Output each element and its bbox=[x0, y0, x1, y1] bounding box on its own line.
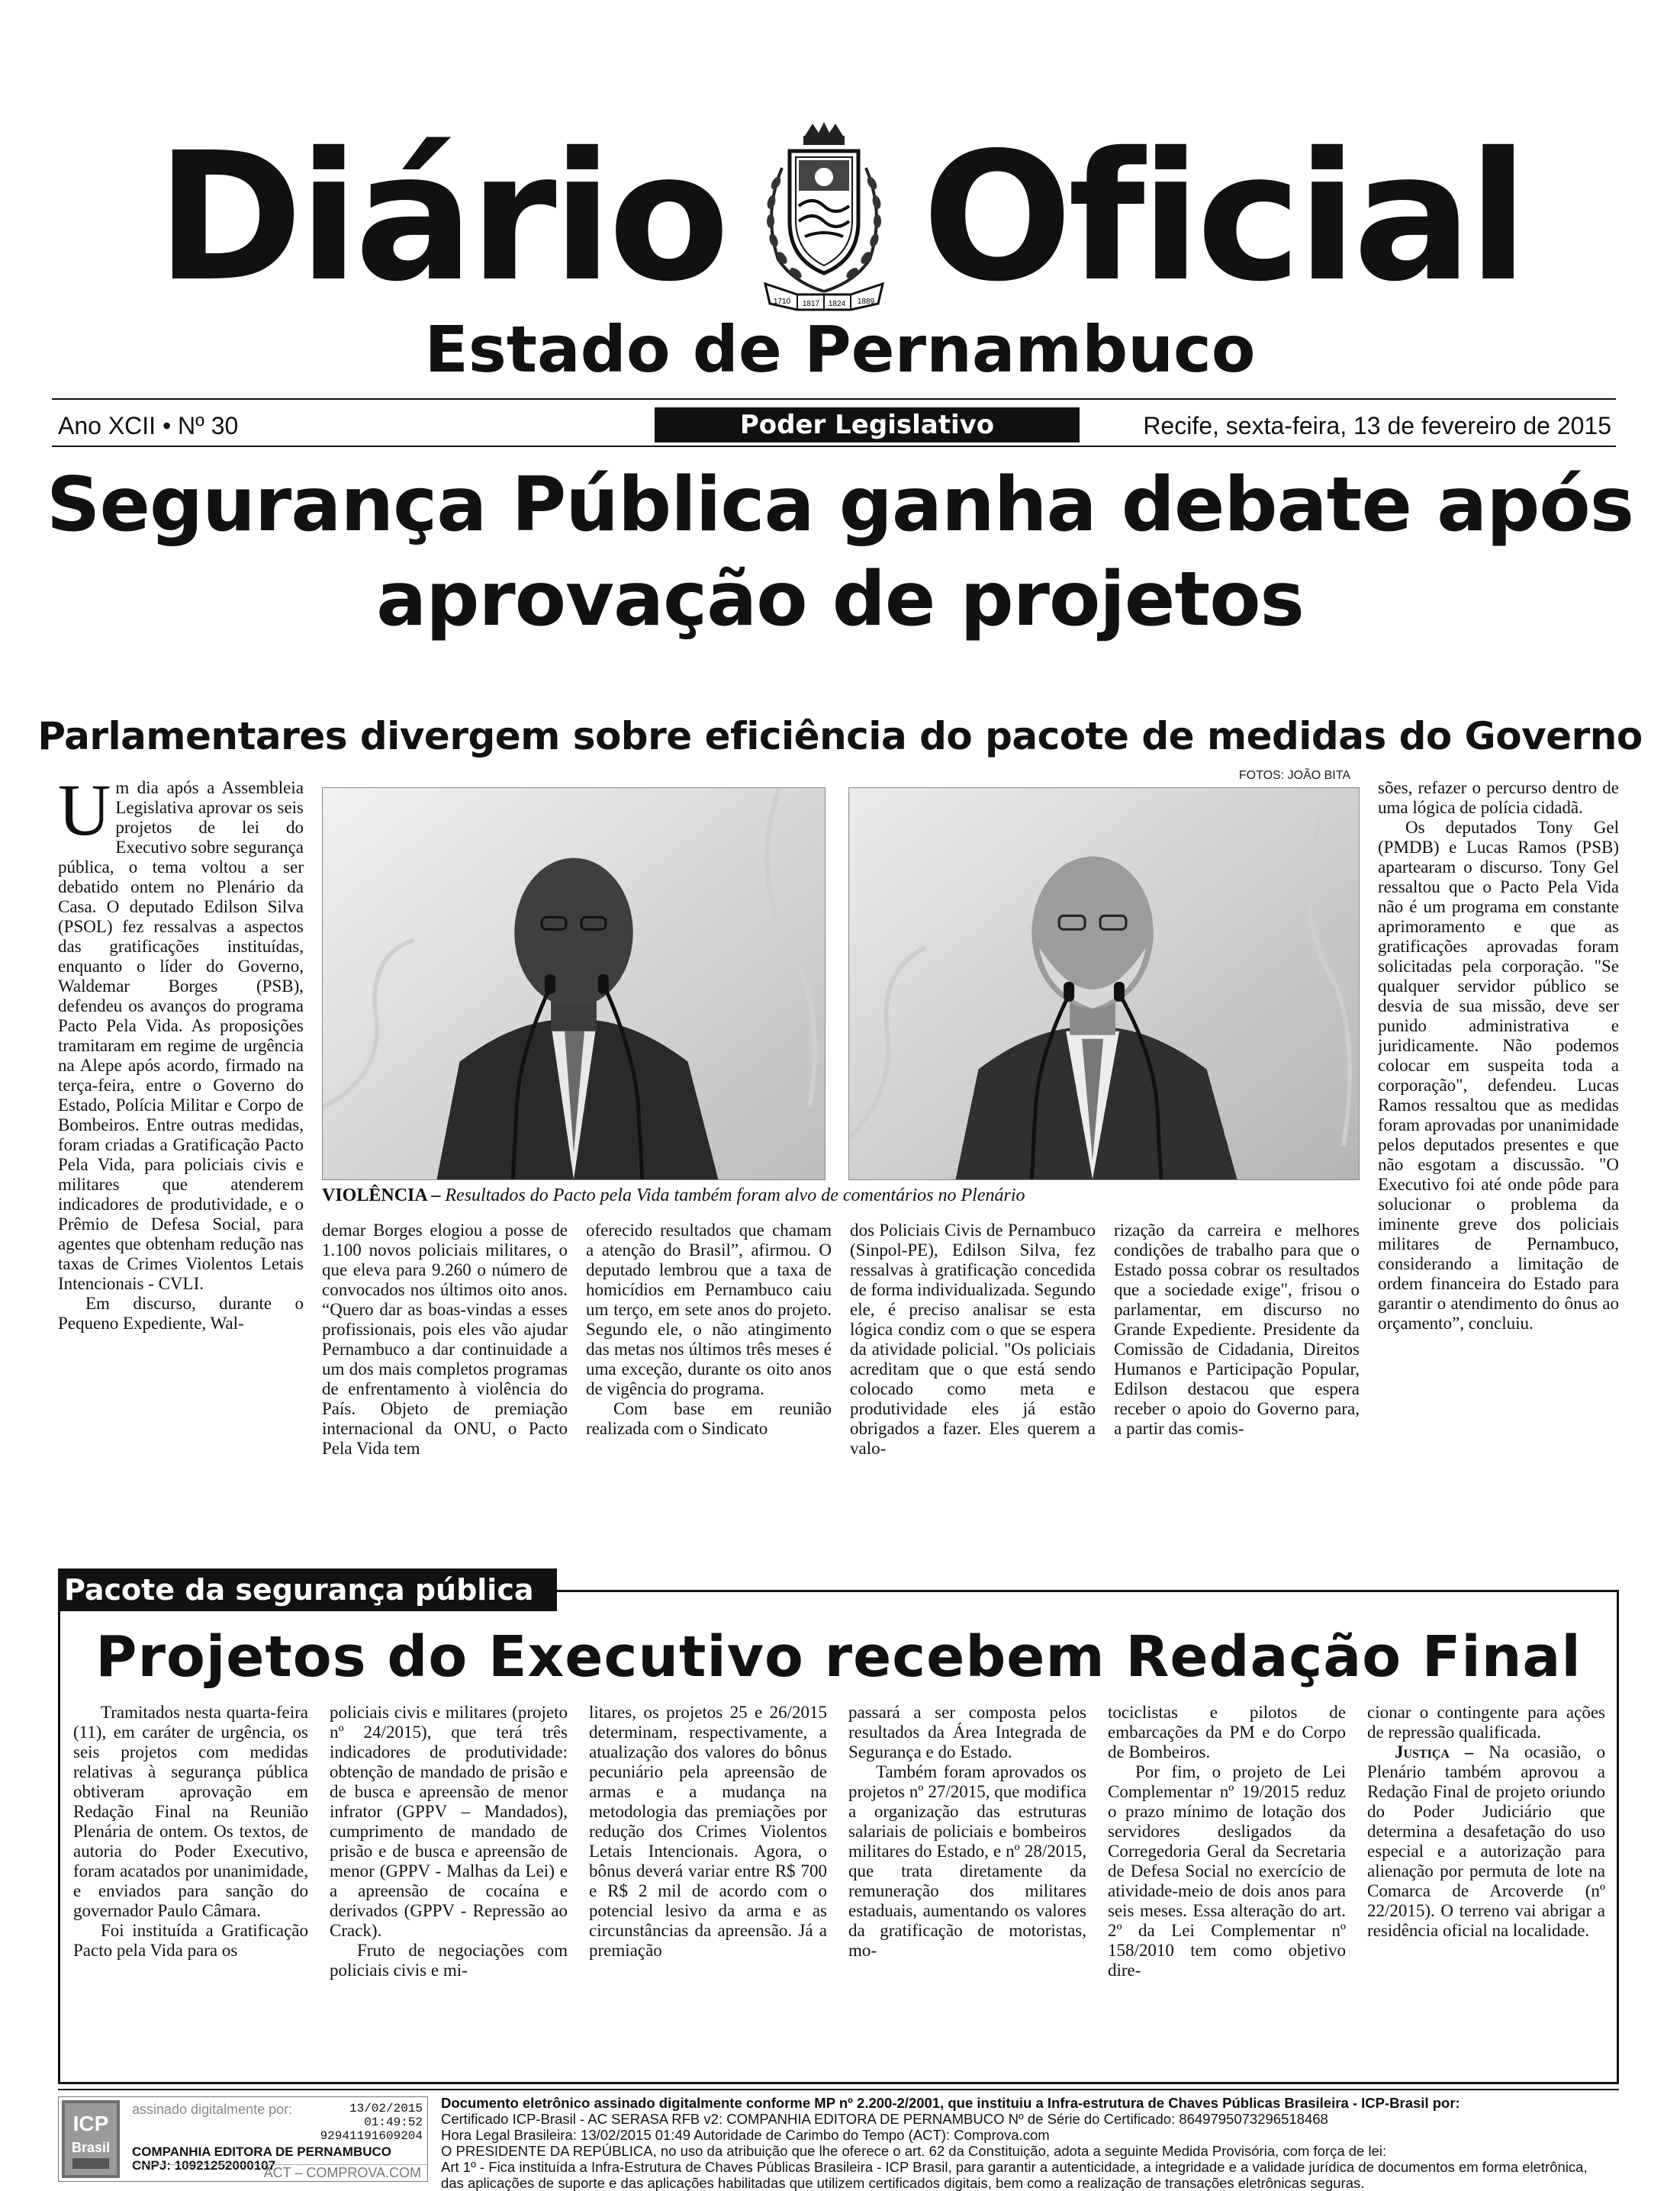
article2-column-5 bbox=[1108, 1703, 1346, 2077]
article1-column-4 bbox=[850, 1221, 1096, 1549]
coat-of-arms-icon bbox=[751, 122, 896, 313]
cert-date: 13/02/2015 bbox=[349, 2102, 423, 2115]
issue-date: Recife, sexta-feira, 13 de fevereiro de 2015 bbox=[1143, 412, 1611, 439]
article2-col5-paragraph-2: Por fim, o projeto de Lei Complementar nº 19/2015 reduz o prazo mínimo de lotação dos servidores desligados da Corregedoria Geral da Secretaria de Defesa Social no exercício de atividade-meio de dois anos para seis meses. Essa alteração do art. 2º da Lei Complementar nº 158/2010 tem como objetivo dire- bbox=[1108, 1762, 1346, 1980]
photo-edilson-silva bbox=[322, 787, 826, 1180]
article1-column-3 bbox=[586, 1221, 832, 1549]
article2-col4-paragraph-1: passará a ser composta pelos resultados da Área Integrada de Segurança e do Estado. bbox=[848, 1703, 1086, 1761]
article2-col1-paragraph-1: Tramitados nesta quarta-feira (11), em caráter de urgência, os seis projetos com medidas relativas à segurança pública obtiveram aprovação em Redação Final na Reunião Plenária de ontem. Os textos, de autoria do Poder Executivo, foram acatados por unanimidade, e enviados para sanção do governador Paulo Câmara. bbox=[73, 1703, 308, 1920]
coat-year-4: 1889 bbox=[857, 298, 874, 306]
article1-col3-paragraph-2: Com base em reunião realizada com o Sindicato bbox=[586, 1399, 832, 1438]
article1-col5-paragraph: rização da carreira e melhores condições de trabalho para que o Estado possa cobrar os resultados que a sociedade exige", frisou o parlamentar, em discurso no Grande Expediente. Presidente da Comissão de Cidadania, Direitos Humanos e Participação Popular, Edilson destacou que espera receber o apoio do Governo para, a partir das comis- bbox=[1114, 1221, 1360, 1438]
footer-line-6: das aplicações de suporte e das aplicações habilitadas que utilizem certificados digitais, bem como a realização de transações eletrônicas seguras. bbox=[441, 2175, 1365, 2191]
article1-col3-paragraph-1: oferecido resultados que chamam a atenção do Brasil”, afirmou. O deputado lembrou que a taxa de homicídios em Pernambuco caiu um terço, em sete anos do projeto. Segundo ele, o não atingimento das metas nos últimos três meses é uma exceção, durante os oito anos de vigência do programa. bbox=[586, 1221, 832, 1398]
footer-line-4: O PRESIDENTE DA REPÚBLICA, no uso da atribuição que lhe oferece o art. 62 da Constituição, adota a seguinte Medida Provisória, com força de lei: bbox=[441, 2143, 1387, 2159]
article2-col5-paragraph-1: tociclistas e pilotos de embarcações da PM e do Corpo de Bombeiros. bbox=[1108, 1703, 1346, 1761]
article2-col6-label: Justiça – bbox=[1395, 1742, 1474, 1761]
cert-cnpj: CNPJ: 10921252000107 bbox=[132, 2158, 276, 2173]
article2-column-1 bbox=[73, 1703, 308, 2077]
footer-legal-text bbox=[441, 2095, 1619, 2191]
article2-col4-paragraph-2: Também foram aprovados os projetos nº 27/2015, que modifica a organização das estruturas salariais de policiais e bombeiros militares do Estado, e nº 28/2015, que trata diretamente da remuneração dos militares estaduais, aumentando os valores da gratificação de motoristas, mo- bbox=[848, 1762, 1086, 1960]
photo-deputy-right bbox=[848, 787, 1360, 1180]
article2-col6-paragraph-1: cionar o contingente para ações de repressão qualificada. bbox=[1367, 1703, 1605, 1742]
issue-info-bar bbox=[52, 407, 1616, 446]
article1-col1-paragraph-2: Em discurso, durante o Pequeno Expediente, Wal- bbox=[58, 1294, 304, 1333]
cert-act: ACT – COMPROVA.COM bbox=[132, 2164, 427, 2181]
article2-col3-paragraph: litares, os projetos 25 e 26/2015 determinam, respectivamente, a atualização dos valores do bônus pecuniário pela apreensão de armas e a mudança na metodologia das premiações por redução dos Crimes Violentos Letais Intencionais. Agora, o bônus deverá variar entre R$ 700 e R$ 2 mil de acordo com o potencial lesivo da arma e as circunstâncias da apreensão. Já a premiação bbox=[589, 1703, 827, 1960]
icp-logo-text-1: ICP bbox=[72, 2112, 109, 2135]
article2-column-4 bbox=[848, 1703, 1086, 2077]
digital-certificate-box bbox=[58, 2096, 428, 2182]
coat-year-2: 1817 bbox=[802, 300, 819, 308]
photo-speaker-right-icon bbox=[849, 788, 1359, 1179]
article2-col1-paragraph-2: Foi instituída a Gratificação Pacto pela Vida para os bbox=[73, 1921, 308, 1960]
article1-col1-paragraph-1: m dia após a Assembleia Legislativa aprovar os seis projetos de lei do Executivo sobre segurança pública, o tema voltou a ser debatido ontem no Plenário da Casa. O deputado Edilson Silva (PSOL) fez ressalvas a aspectos das gratificações instituídas, enquanto o líder do Governo, Waldemar Borges (PSB), defendeu os avanços do programa Pacto Pela Vida. As proposições tramitaram em regime de urgência na Alepe após acordo, firmado na terça-feira, entre o Governo do Estado, Polícia Militar e Corpo de Bombeiros. Entre outras medidas, foram criadas a Gratificação Pacto Pela Vida, para policiais civis e militares que atenderem indicadores de produtividade, e o Prêmio de Defesa Social, para agentes que obtenham redução nas taxas de Crimes Violentos Letais Intencionais - CVLI. bbox=[58, 778, 304, 1293]
article1-col6-paragraph-1: sões, refazer o percurso dentro de uma lógica de polícia cidadã. bbox=[1378, 778, 1619, 817]
issue-number: Ano XCII • Nº 30 bbox=[58, 412, 239, 439]
cert-signed-label: assinado digitalmente por: bbox=[132, 2102, 293, 2117]
article1-column-6 bbox=[1378, 778, 1619, 1549]
article2-column-3 bbox=[589, 1703, 827, 2077]
article2-section-tab: Pacote da segurança pública bbox=[58, 1568, 557, 1611]
cert-company: COMPANHIA EDITORA DE PERNAMBUCO bbox=[132, 2144, 392, 2159]
coat-year-3: 1824 bbox=[828, 300, 845, 308]
section-label: Poder Legislativo bbox=[655, 407, 1080, 442]
footer-line-2: Certificado ICP-Brasil - AC SERASA RFB v2: COMPANHIA EDITORA DE PERNAMBUCO Nº de Série do Certificado: 8649795073296518468 bbox=[441, 2111, 1328, 2127]
article2-column-2 bbox=[330, 1703, 568, 2077]
article1-col6-paragraph-2: Os deputados Tony Gel (PMDB) e Lucas Ramos (PSB) apartearam o discurso. Tony Gel ressaltou que o Pacto Pela Vida não é um programa em constante aprimoramento e que as gratificações aprovadas foram solicitadas pela corporação. "Se qualquer servidor público se desvia de sua missão, deve ser punido administrativa e juridicamente. Não podemos colocar em suspeita toda a corporação", defendeu. Lucas Ramos ressaltou que as medidas foram aprovadas por unanimidade pelos deputados presentes e que não esgotam a discussão. "O Executivo foi até onde pôde para solucionar o problema da iminente greve dos policiais militares de Pernambuco, considerando a limitação de ordem financeira do Estado para garantir o atendimento do ônus ao orçamento”, concluiu. bbox=[1378, 818, 1619, 1333]
article1-column-2 bbox=[322, 1221, 568, 1549]
article1-col2-paragraph: demar Borges elogiou a posse de 1.100 novos policiais militares, o que eleva para 9.260 o número de convocados nos últimos oito anos. “Quero dar as boas-vindas a esses profissionais, pois eles vão ajudar Pernambuco a dar continuidade a um dos mais completos programas de enfrentamento à violência do País. Objeto de premiação internacional da ONU, o Pacto Pela Vida tem bbox=[322, 1221, 568, 1458]
article2-col6-paragraph-2: Na ocasião, o Plenário também aprovou a Redação Final de projeto oriundo do Poder Judiciário que determina a desafetação do uso especial e a autorização para alienação por permuta de lote na Comarca de Arcoverde (nº 22/2015). O terreno vai abrigar a residência oficial na localidade. bbox=[1367, 1742, 1605, 1940]
footer-line-5: Art 1º - Fica instituída a Infra-Estrutura de Chaves Públicas Brasileira - ICP Brasil, para garantir a autenticidade, a integridade e a validade jurídica de documentos em forma eletrônica, bbox=[441, 2159, 1588, 2175]
article1-col4-paragraph: dos Policiais Civis de Pernambuco (Sinpol-PE), Edilson Silva, fez ressalvas à gratificação concedida de forma individualizada. Segundo ele, é preciso analisar se esta lógica condiz com o que se espera da atividade policial. "Os policiais acreditam que o que está sendo colocado como meta e produtividade eles já estão obrigados a fazer. Eles querem a valo- bbox=[850, 1221, 1096, 1458]
photo-speaker-left-icon bbox=[323, 788, 825, 1179]
masthead-title-right: Oficial bbox=[922, 114, 1524, 320]
footer-line-3: Hora Legal Brasileira: 13/02/2015 01:49 Autoridade de Carimbo do Tempo (ACT): Comprova.com bbox=[441, 2127, 1050, 2143]
article2-headline: Projetos do Executivo recebem Redação Final bbox=[95, 1624, 1582, 1690]
cert-serial: 92941191609204 bbox=[320, 2129, 423, 2143]
masthead-subtitle: Estado de Pernambuco bbox=[424, 312, 1256, 387]
photo-credit: FOTOS: JOÃO BITA bbox=[1238, 769, 1350, 782]
photo-caption bbox=[322, 1185, 1360, 1206]
icp-logo-text-2: Brasil bbox=[71, 2140, 111, 2155]
coat-year-1: 1710 bbox=[773, 298, 790, 306]
dropcap: U bbox=[58, 778, 111, 851]
caption-text: Resultados do Pacto pela Vida também foram alvo de comentários no Plenário bbox=[445, 1186, 1025, 1205]
article2-col2-paragraph-2: Fruto de negociações com policiais civis e mi- bbox=[330, 1941, 568, 1980]
article1-column-1 bbox=[58, 778, 304, 1549]
main-subheadline: Parlamentares divergem sobre eficiência do pacote de medidas do Governo bbox=[37, 714, 1643, 758]
main-headline: Segurança Pública ganha debate após aprovação de projetos bbox=[46, 462, 1634, 643]
article1-column-5 bbox=[1114, 1221, 1360, 1549]
article2-col2-paragraph-1: policiais civis e militares (projeto nº 24/2015), que terá três indicadores de produtividade: obtenção de mandado de prisão e de busca e apreensão de menor infrator (GPPV – Mandados), cumprimento de mandado de prisão e de busca e apreensão de menor (GPPV - Malhas da Lei) e a apreensão de cocaína e derivados (GPPV - Repressão ao Crack). bbox=[330, 1703, 568, 1940]
caption-label: VIOLÊNCIA – bbox=[322, 1186, 441, 1205]
cert-time: 01:49:52 bbox=[364, 2115, 423, 2129]
masthead-title-left: Diário bbox=[156, 114, 726, 320]
masthead-rule-bottom bbox=[52, 446, 1616, 447]
footer-line-1: Documento eletrônico assinado digitalmente conforme MP nº 2.200-2/2001, que instituiu a Infra-estrutura de Chaves Públicas Brasileira - ICP-Brasil por: bbox=[441, 2095, 1460, 2111]
masthead-rule-top bbox=[52, 398, 1616, 400]
masthead-title bbox=[0, 114, 1680, 320]
footer-rule bbox=[58, 2089, 1619, 2090]
icp-brasil-logo-icon bbox=[62, 2100, 120, 2178]
article2-column-6 bbox=[1367, 1703, 1605, 2077]
